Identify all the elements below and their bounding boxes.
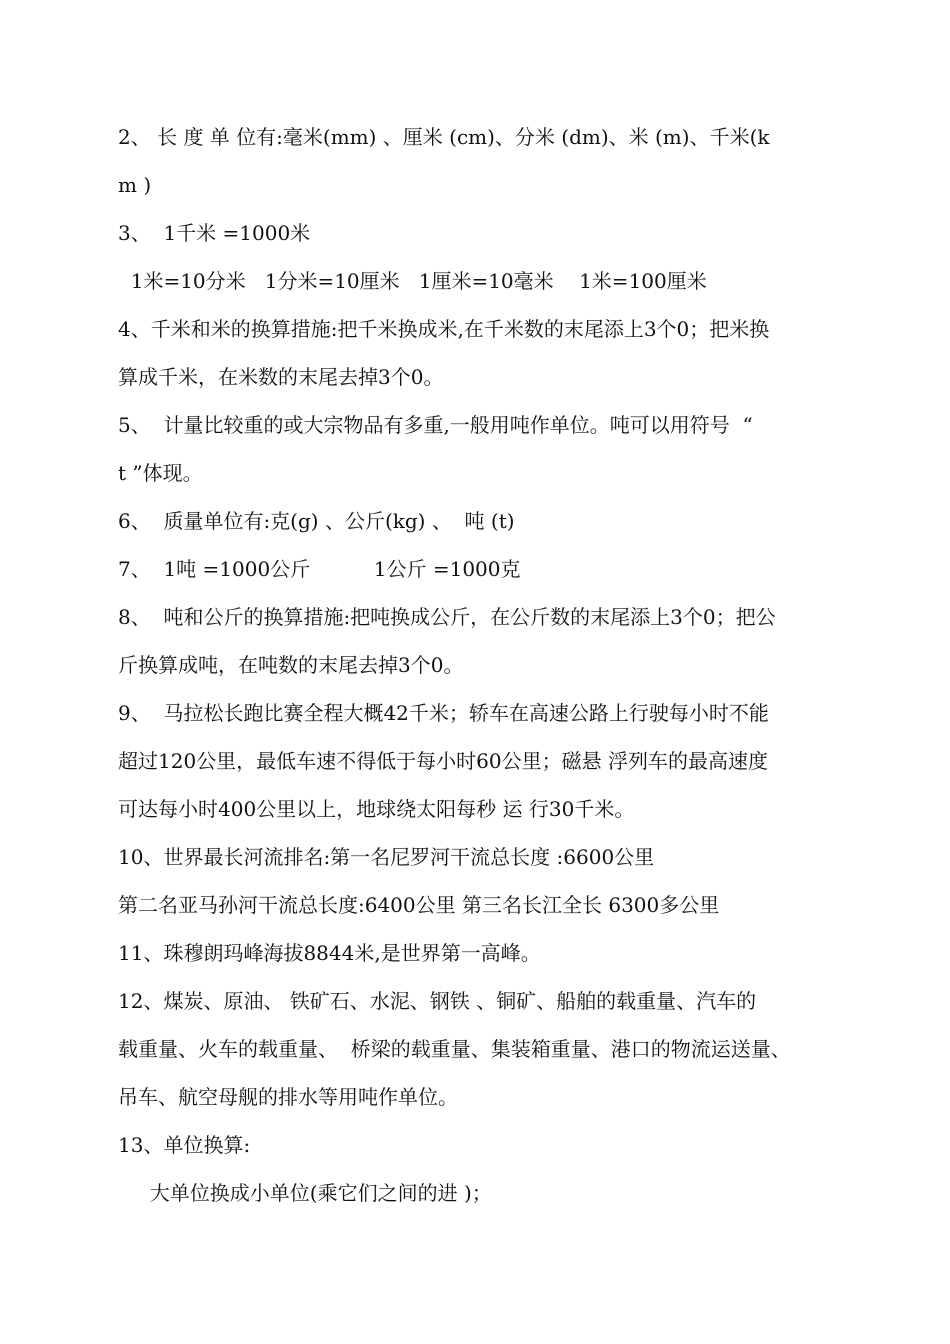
text-line-6: 算成千米，在米数的末尾去掉3个0。 [118,365,444,389]
text-line-3: 3、 1千米 =1000米 [118,221,311,245]
text-line-11: 8、 吨和公斤的换算措施:把吨换成公斤，在公斤数的末尾添上3个0；把公 [118,605,776,629]
text-line-22: 13、单位换算: [118,1133,251,1157]
text-line-7: 5、 计量比较重的或大宗物品有多重,一般用吨作单位。吨可以用符号 “ [118,413,753,437]
text-line-15: 可达每小时400公里以上，地球绕太阳每秒 运 行30千米。 [118,797,635,821]
text-line-23: 大单位换成小单位(乘它们之间的进 )； [118,1181,492,1205]
text-line-9: 6、 质量单位有:克(g) 、公斤(kg) 、 吨 (t) [118,509,515,533]
text-line-21: 吊车、航空母舰的排水等用吨作单位。 [118,1085,458,1109]
text-line-19: 12、煤炭、原油、 铁矿石、水泥、钢铁 、铜矿、船舶的载重量、汽车的 [118,989,757,1013]
text-line-2: m ) [118,173,152,197]
text-line-17: 第二名亚马孙河干流总长度:6400公里 第三名长江全长 6300多公里 [118,893,720,917]
text-line-12: 斤换算成吨，在吨数的末尾去掉3个0。 [118,653,464,677]
text-line-20: 载重量、火车的载重量、 桥梁的载重量、集装箱重量、港口的物流运送量、 [118,1037,791,1061]
text-line-16: 10、世界最长河流排名:第一名尼罗河干流总长度 :6600公里 [118,845,655,869]
text-line-10: 7、 1吨 =1000公斤 1公斤 =1000克 [118,557,521,581]
text-line-1: 2、 长 度 单 位有:毫米(mm) 、厘米 (cm)、分米 (dm)、米 (m)、千米(k [118,125,770,149]
text-line-4: 1米=10分米 1分米=10厘米 1厘米=10毫米 1米=100厘米 [118,269,707,293]
text-line-13: 9、 马拉松长跑比赛全程大概42千米；轿车在高速公路上行驶每小时不能 [118,701,769,725]
text-line-18: 11、珠穆朗玛峰海拔8844米,是世界第一高峰。 [118,941,541,965]
text-line-5: 4、千米和米的换算措施:把千米换成米,在千米数的末尾添上3个0；把米换 [118,317,770,341]
text-line-14: 超过120公里，最低车速不得低于每小时60公里；磁悬 浮列车的最高速度 [118,749,768,773]
text-line-8: t ”体现。 [118,461,203,485]
